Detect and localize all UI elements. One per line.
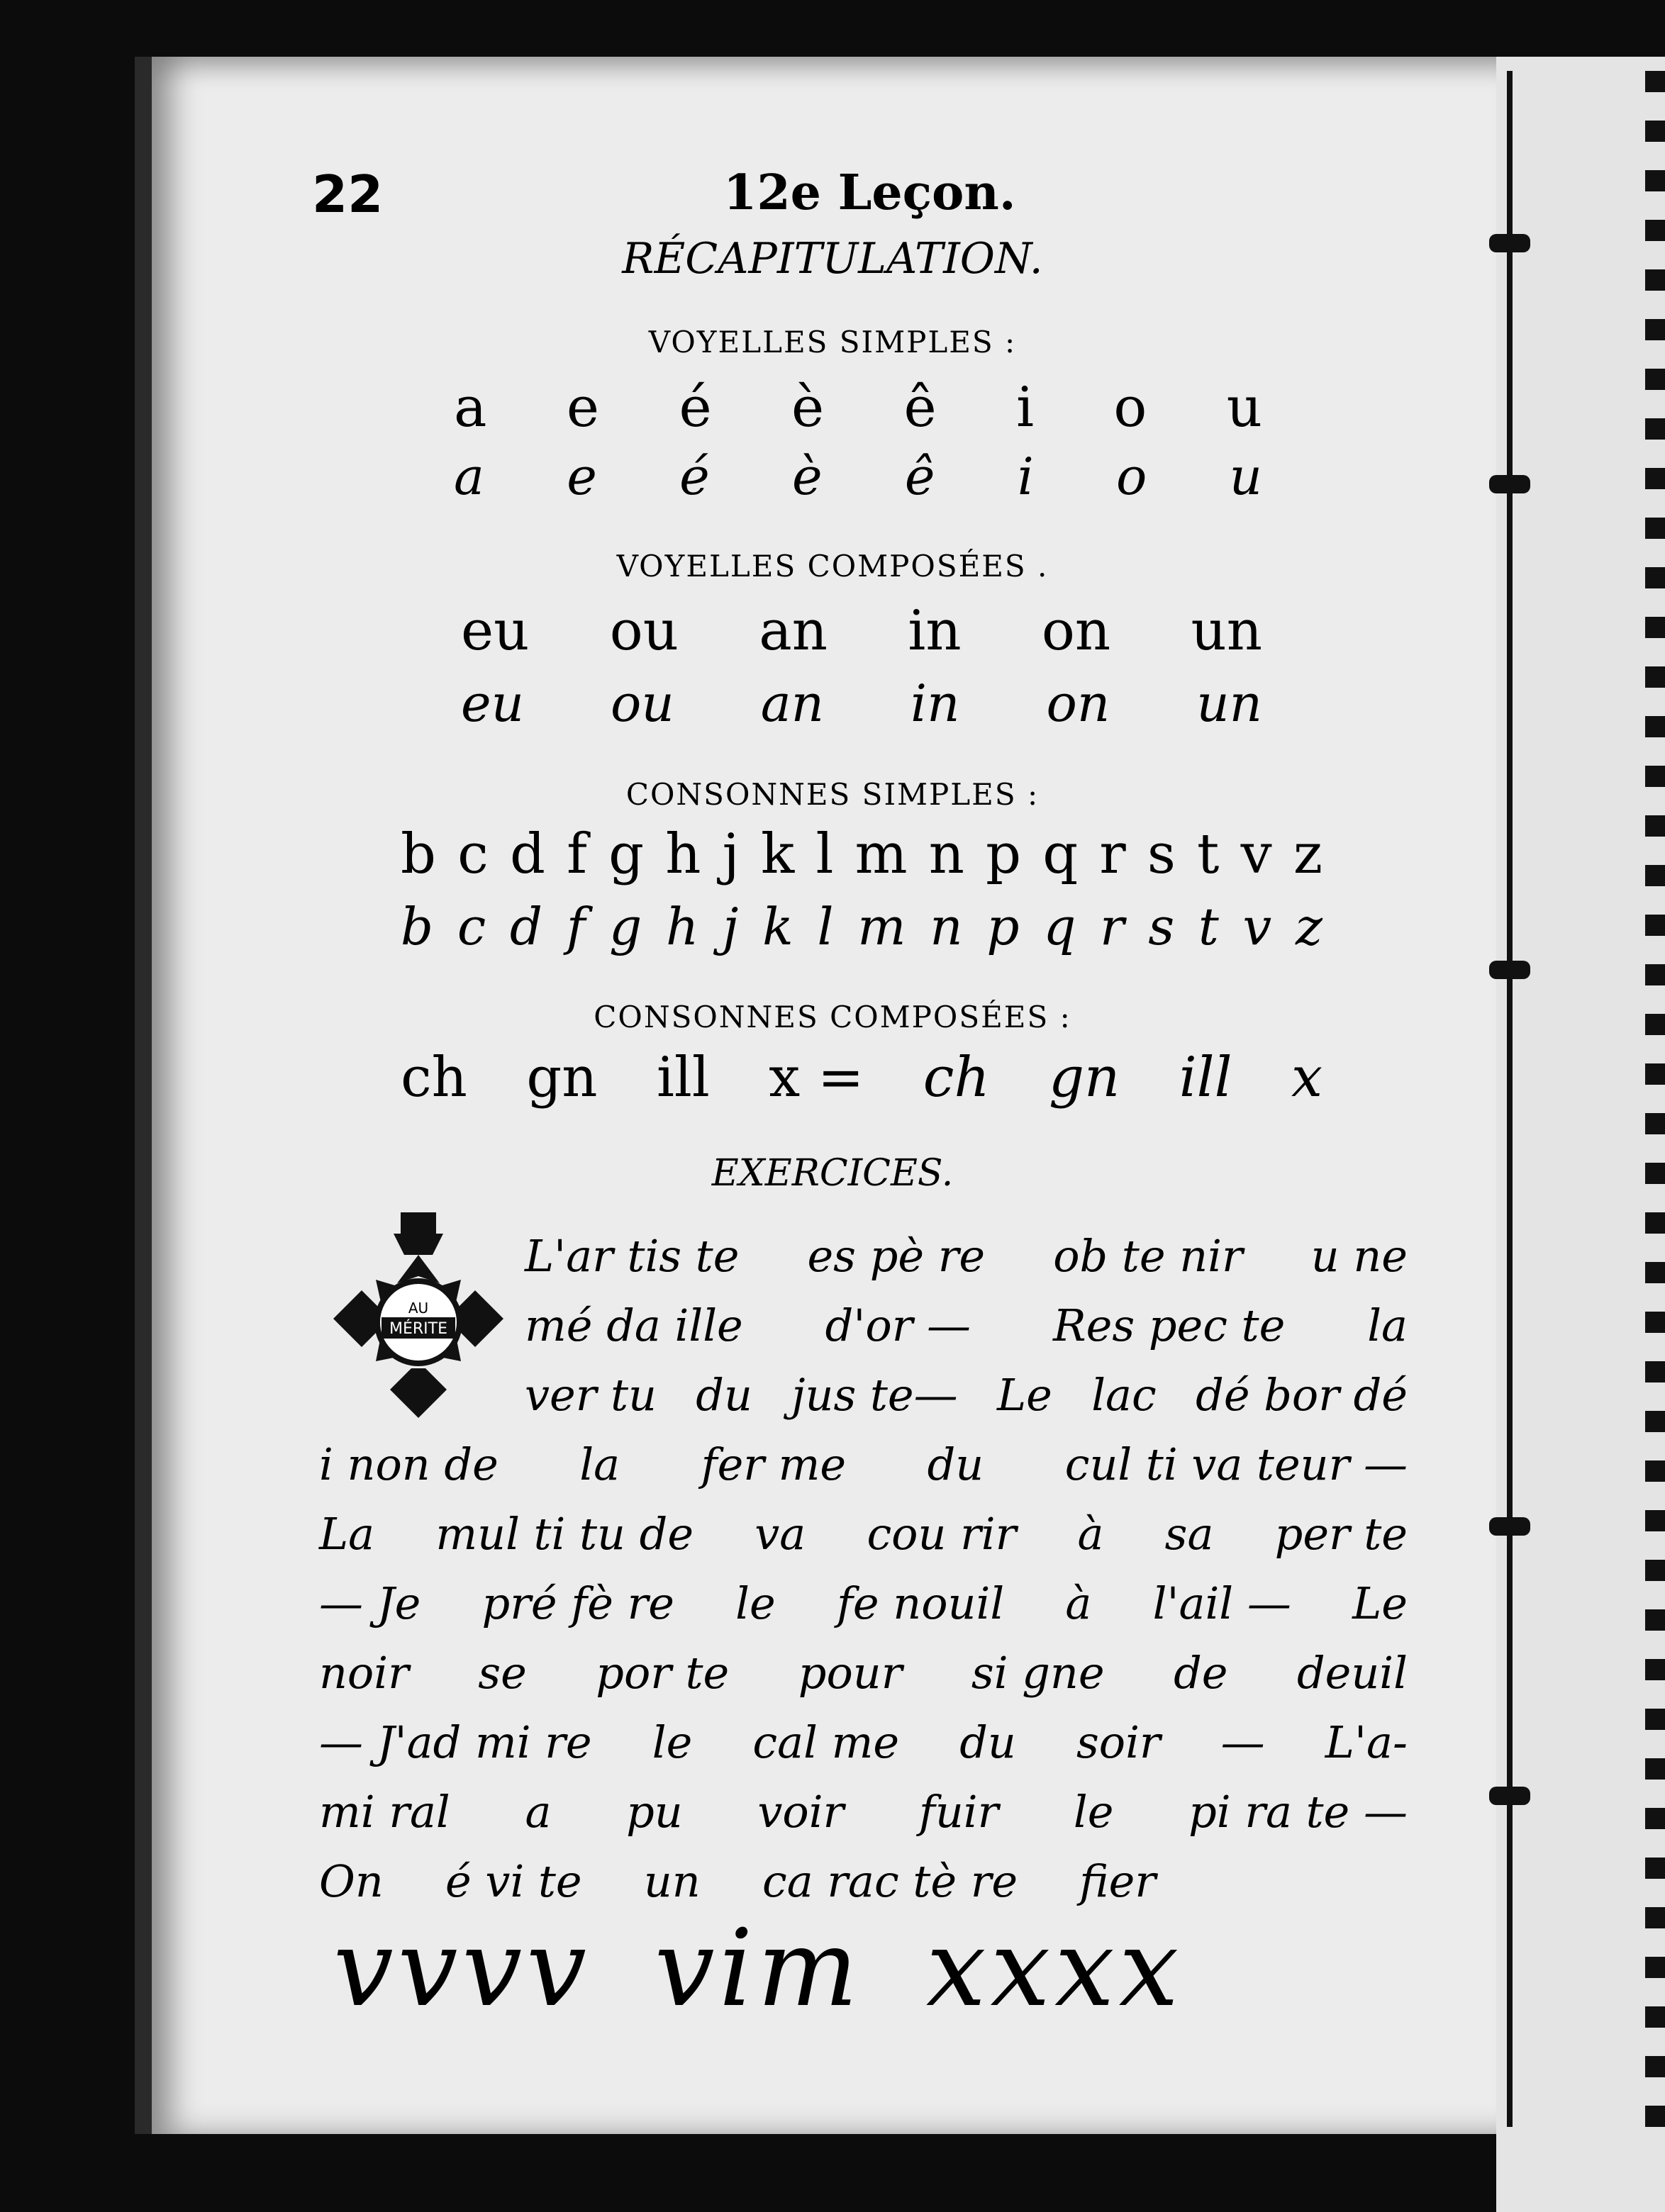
exercise-word: pi ra te — (1188, 1786, 1408, 1838)
exercise-line (319, 1647, 1408, 1699)
letter-group-italic: an (760, 674, 825, 733)
exercise-line (319, 1855, 1156, 1907)
letter-italic: s (1148, 897, 1175, 956)
letter-group-italic: ou (611, 674, 674, 733)
letter-italic: k (762, 897, 793, 956)
exercise-word: é vi te (445, 1855, 582, 1907)
letter-group: on (1041, 599, 1111, 663)
exercise-word: Le (1352, 1577, 1408, 1629)
exercise-word: ver tu (525, 1369, 657, 1421)
consonnes-simples-heading: CONSONNES SIMPLES : (625, 777, 1040, 812)
letter: é (679, 376, 712, 440)
letter-italic: b (401, 897, 434, 956)
consonnes-composees-row (401, 1046, 1322, 1110)
exercise-word: fer me (701, 1439, 847, 1490)
binding-thread (1507, 71, 1513, 2127)
letter-group: eu (461, 599, 530, 663)
medal-text-merite: MÉRITE (389, 1320, 447, 1338)
letter: e (566, 376, 600, 440)
exercise-word: d'or — (825, 1300, 971, 1351)
exercise-word: a (525, 1786, 552, 1838)
letter: q (1042, 822, 1079, 886)
letter-group-italic: eu (461, 674, 524, 733)
letter-group: ou (609, 599, 679, 663)
cursive-word: vim (654, 1907, 862, 2031)
exercise-word: un (643, 1855, 701, 1907)
letter: t (1197, 822, 1220, 886)
letter-group-italic: un (1196, 674, 1262, 733)
letter-group-italic: in (911, 674, 960, 733)
exercise-word: à (1077, 1508, 1104, 1560)
consonnes-simples-italic-row (401, 897, 1322, 956)
letter-italic: o (1116, 447, 1147, 506)
exercise-word: mé da ille (525, 1300, 743, 1351)
exercise-word: ob te nir (1053, 1230, 1243, 1282)
letter-group: un (1191, 599, 1262, 663)
binding-stitch (1489, 1517, 1530, 1536)
letter-italic: z (1295, 897, 1322, 956)
exercise-word: — Je (319, 1577, 421, 1629)
exercise-word: de (1174, 1647, 1228, 1699)
letter: b (401, 822, 436, 886)
binding-stitch (1489, 961, 1530, 979)
lesson-title: 12e Leçon. (723, 164, 1016, 221)
letter: z (1293, 822, 1322, 886)
letter-italic: e (567, 447, 597, 506)
letter-italic: v (1242, 897, 1272, 956)
letter: p (986, 822, 1022, 886)
letter-italic: f (566, 897, 586, 956)
letter-group: an (759, 599, 828, 663)
voyelles-composees-italic-row (461, 674, 1262, 733)
letter-italic: h (665, 897, 699, 956)
exercise-word: fier (1079, 1855, 1156, 1907)
exercise-word: i non de (319, 1439, 499, 1490)
letter-group: gn (1049, 1046, 1120, 1110)
cursive-writing-drill (333, 1907, 1183, 2031)
exercise-word: le (735, 1577, 776, 1629)
exercise-word: pour (798, 1647, 903, 1699)
voyelles-simples-roman-row (454, 376, 1262, 440)
letter-italic: g (609, 897, 642, 956)
exercise-word: l'ail — (1152, 1577, 1291, 1629)
letter-italic: m (857, 897, 906, 956)
letter: o (1113, 376, 1147, 440)
exercise-word: pré fè re (481, 1577, 674, 1629)
binding-stitch (1489, 475, 1530, 493)
letter-group: in (908, 599, 962, 663)
exercise-word: à (1065, 1577, 1092, 1629)
exercise-word: fe nouil (836, 1577, 1005, 1629)
letter-italic: u (1229, 447, 1262, 506)
exercise-line (525, 1300, 1408, 1351)
exercise-word: Le (996, 1369, 1052, 1421)
exercise-word: si gne (971, 1647, 1105, 1699)
exercise-word: L'a- (1325, 1716, 1408, 1768)
exercise-word: mi ral (319, 1786, 450, 1838)
exercise-word: se (478, 1647, 527, 1699)
letter: v (1240, 822, 1272, 886)
letter: j (722, 822, 740, 886)
letter-group: ill (1179, 1046, 1232, 1110)
exercise-word: du (927, 1439, 984, 1490)
letter: d (509, 822, 545, 886)
exercise-word: — (1220, 1716, 1265, 1768)
exercise-word: ca rac tè re (762, 1855, 1018, 1907)
medal-text-au: AU (408, 1300, 429, 1317)
exercise-word: la (1367, 1300, 1408, 1351)
exercise-word: va (754, 1508, 806, 1560)
letter: l (815, 822, 834, 886)
letter-group: gn (526, 1046, 598, 1110)
letter: u (1226, 376, 1262, 440)
letter-group: x (1291, 1046, 1322, 1110)
exercise-word: voir (757, 1786, 845, 1838)
letter: è (791, 376, 825, 440)
exercise-word: deuil (1296, 1647, 1408, 1699)
exercise-word: du (959, 1716, 1016, 1768)
letter-italic: t (1198, 897, 1219, 956)
letter-group: ill (656, 1046, 710, 1110)
exercise-line (319, 1439, 1408, 1490)
exercise-word: por te (596, 1647, 730, 1699)
exercise-word: pu (626, 1786, 683, 1838)
exercise-word: dé bor dé (1196, 1369, 1408, 1421)
voyelles-composees-heading: VOYELLES COMPOSÉES . (616, 549, 1049, 583)
exercise-line (319, 1577, 1408, 1629)
letter-italic: a (454, 447, 484, 506)
letter-group: x = (769, 1046, 864, 1110)
voyelles-simples-heading: VOYELLES SIMPLES : (648, 325, 1017, 359)
exercices-title: EXERCICES. (711, 1152, 954, 1195)
exercise-word: le (1073, 1786, 1114, 1838)
exercise-word: Res pec te (1052, 1300, 1286, 1351)
letter: h (665, 822, 701, 886)
exercise-line (319, 1716, 1408, 1768)
letter: f (567, 822, 587, 886)
exercise-line (319, 1508, 1408, 1560)
letter-italic: j (723, 897, 739, 956)
letter-italic: q (1043, 897, 1076, 956)
page-number: 22 (312, 164, 384, 224)
letter-italic: l (817, 897, 834, 956)
letter-italic: p (986, 897, 1020, 956)
letter-italic: r (1100, 897, 1125, 956)
letter: n (928, 822, 964, 886)
exercise-word: per te (1274, 1508, 1408, 1560)
exercise-line (319, 1786, 1408, 1838)
letter-italic: ê (904, 447, 935, 506)
letter: g (608, 822, 645, 886)
exercise-word: mul ti tu de (435, 1508, 694, 1560)
exercise-word: cou rir (867, 1508, 1017, 1560)
letter-group-italic: on (1046, 674, 1110, 733)
voyelles-simples-italic-row (454, 447, 1262, 506)
letter: i (1016, 376, 1035, 440)
letter: s (1147, 822, 1176, 886)
letter: r (1099, 822, 1126, 886)
medal-au-merite-icon (333, 1212, 503, 1418)
exercise-word: du (696, 1369, 752, 1421)
exercise-word: le (652, 1716, 693, 1768)
page-edge-marks (1645, 71, 1665, 2127)
exercise-word: es pè re (807, 1230, 986, 1282)
exercise-word: — J'ad mi re (319, 1716, 592, 1768)
cursive-word: vvvv (333, 1907, 591, 2031)
voyelles-composees-roman-row (461, 599, 1262, 663)
letter: ê (903, 376, 937, 440)
exercise-line (525, 1369, 1408, 1421)
letter-group: ch (401, 1046, 467, 1110)
cursive-word: xxxx (925, 1907, 1184, 2031)
consonnes-composees-heading: CONSONNES COMPOSÉES : (594, 1000, 1071, 1034)
exercise-word: soir (1076, 1716, 1161, 1768)
exercise-word: cal me (752, 1716, 900, 1768)
exercise-word: jus te— (791, 1369, 958, 1421)
exercise-word: fuir (918, 1786, 999, 1838)
letter: k (761, 822, 795, 886)
exercise-word: u ne (1310, 1230, 1408, 1282)
exercise-word: La (319, 1508, 375, 1560)
recap-title: RÉCAPITULATION. (622, 234, 1043, 284)
exercise-word: cul ti va teur — (1064, 1439, 1408, 1490)
letter-italic: n (930, 897, 963, 956)
letter-italic: d (509, 897, 542, 956)
exercise-word: sa (1164, 1508, 1214, 1560)
exercise-word: la (579, 1439, 620, 1490)
consonnes-simples-roman-row (401, 822, 1322, 886)
letter-italic: è (791, 447, 823, 506)
letter: m (854, 822, 908, 886)
exercise-word: noir (319, 1647, 409, 1699)
letter-italic: i (1017, 447, 1034, 506)
exercise-word: L'ar tis te (525, 1230, 740, 1282)
letter: c (457, 822, 489, 886)
exercise-line (525, 1230, 1408, 1282)
letter-italic: c (457, 897, 486, 956)
exercise-word: lac (1091, 1369, 1157, 1421)
letter-italic: é (679, 447, 710, 506)
binding-stitch (1489, 1787, 1530, 1805)
facing-page-edge (1496, 57, 1665, 2212)
letter: a (454, 376, 487, 440)
letter-group: ch (923, 1046, 990, 1110)
exercise-word: On (319, 1855, 384, 1907)
